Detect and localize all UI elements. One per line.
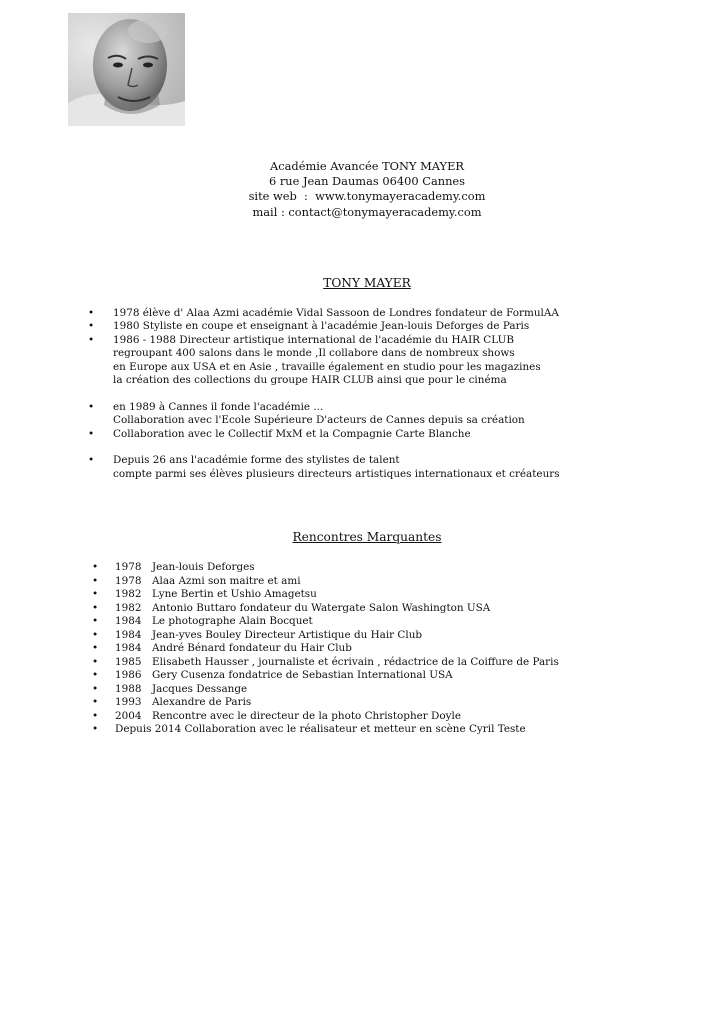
list-item: • 2004 Rencontre avec le directeur de la photo Christopher Doyle (92, 709, 461, 722)
list-item: • 1984 Le photographe Alain Bocquet (92, 615, 313, 627)
bullet-icon: • (92, 601, 99, 614)
bullet-icon: • (92, 709, 99, 722)
list-item: • 1986 - 1988 Directeur artistique international de l'académie du HAIR CLUB regroupant 400 salons dans le monde ,Il collabore dans de nombreux shows en Europe aux USA et en Asie , travaille également en studio pour les magazines la création des collections du groupe HAIR CLUB ainsi que pour le cinéma (88, 333, 541, 387)
list-item: • 1984 André Bénard fondateur du Hair Club (92, 642, 352, 654)
bullet-icon: • (88, 427, 95, 440)
bullet-icon: • (92, 682, 99, 695)
academy-address: 6 rue Jean Daumas 06400 Cannes (268, 174, 465, 189)
portrait-photo (68, 13, 185, 126)
academy-contact-block (0, 159, 724, 220)
list-item: • 1978 Alaa Azmi son maitre et ami (92, 574, 301, 587)
spacer (88, 387, 560, 400)
list-item: • 1978 Jean-louis Deforges (92, 561, 255, 573)
academy-email[interactable]: mail : contact@tonymayeracademy.com (252, 204, 482, 219)
list-item: • 1984 Jean-yves Bouley Directeur Artistique du Hair Club (92, 628, 423, 641)
bullet-icon: • (88, 454, 95, 467)
bullet-icon: • (92, 723, 99, 735)
list-item: • 1980 Styliste en coupe et enseignant à l'académie Jean-louis Deforges de Paris (88, 320, 530, 333)
list-item: • 1993 Alexandre de Paris (92, 696, 252, 708)
list-item: • Depuis 26 ans l'académie forme des stylistes de talent compte parmi ses élèves plusieurs directeurs artistiques internationaux et créateurs (88, 454, 560, 480)
bio-title: TONY MAYER (323, 276, 411, 290)
bullet-icon: • (92, 615, 99, 627)
rencontres-list (92, 561, 559, 737)
list-item: • 1986 Gery Cusenza fondatrice de Sebastian International USA (92, 669, 453, 681)
list-item: • en 1989 à Cannes il fonde l'académie ... Collaboration avec l'Ecole Supérieure D'acteurs de Cannes depuis sa création (88, 400, 525, 427)
spacer (88, 441, 560, 454)
list-item: • 1978 élève d' Alaa Azmi académie Vidal Sassoon de Londres fondateur de FormulAA (88, 307, 559, 319)
bullet-icon: • (88, 307, 95, 319)
list-item: • 1988 Jacques Dessange (92, 682, 248, 695)
academy-name: Académie Avancée TONY MAYER (270, 159, 464, 173)
rencontres-title: Rencontres Marquantes (292, 530, 442, 544)
list-item: • 1982 Lyne Bertin et Ushio Amagetsu (92, 588, 317, 600)
bullet-icon: • (92, 574, 99, 587)
bullet-icon: • (92, 642, 99, 654)
bullet-icon: • (92, 628, 99, 641)
bullet-icon: • (92, 588, 99, 600)
bullet-icon: • (92, 655, 99, 668)
academy-website[interactable]: site web : www.tonymayeracademy.com (248, 189, 486, 204)
bio-list (88, 307, 560, 481)
bullet-icon: • (88, 400, 95, 413)
bullet-icon: • (88, 320, 95, 333)
list-item: • 1982 Antonio Buttaro fondateur du Watergate Salon Washington USA (92, 601, 491, 614)
list-item: • 1985 Elisabeth Hausser , journaliste et écrivain , rédactrice de la Coiffure de Paris (92, 655, 559, 668)
bullet-icon: • (92, 696, 99, 708)
bullet-icon: • (92, 669, 99, 681)
list-item: • Depuis 2014 Collaboration avec le réalisateur et metteur en scène Cyril Teste (92, 723, 526, 735)
list-item: • Collaboration avec le Collectif MxM et la Compagnie Carte Blanche (88, 427, 471, 440)
bullet-icon: • (92, 561, 99, 573)
bullet-icon: • (88, 333, 95, 346)
